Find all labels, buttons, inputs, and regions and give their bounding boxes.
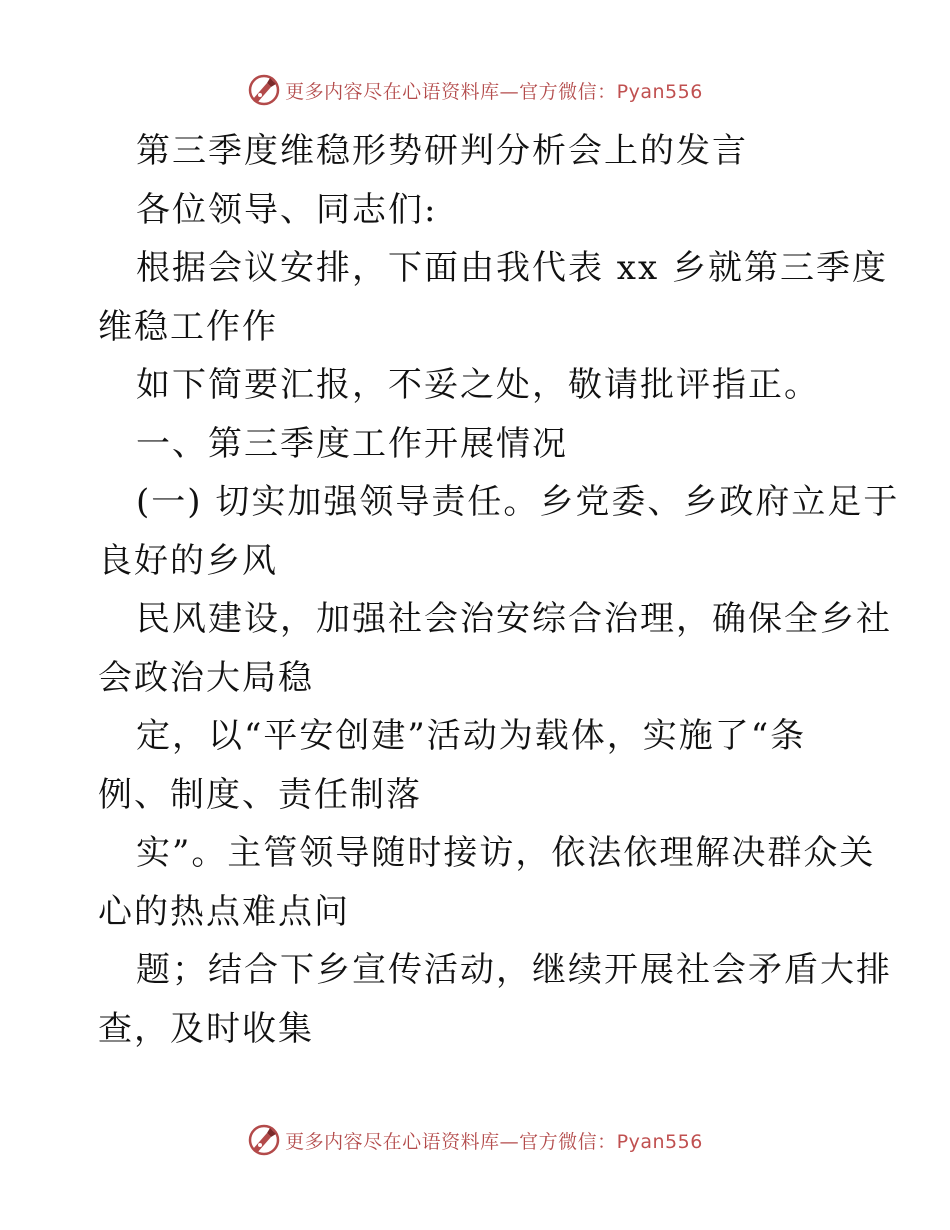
paragraph-line: (一) 切实加强领导责任。乡党委、乡政府立足于 xyxy=(136,482,900,522)
paragraph-line: 如下简要汇报，不妥之处，敬请批评指正。 xyxy=(136,365,820,405)
paragraph-line: 各位领导、同志们: xyxy=(136,189,438,230)
paragraph-line: 题；结合下乡宣传活动，继续开展社会矛盾大排 xyxy=(136,950,892,990)
pen-logo-icon xyxy=(247,1123,281,1157)
paragraph-line: 第三季度维稳形势研判分析会上的发言 xyxy=(136,131,748,171)
watermark-text: 更多内容尽在心语资料库—官方微信：Pyan556 xyxy=(285,1130,703,1153)
footer-watermark xyxy=(0,1120,950,1160)
paragraph-line: 民风建设，加强社会治安综合治理，确保全乡社 xyxy=(136,599,892,639)
paragraph-line: 心的热点难点问 xyxy=(98,891,350,932)
paragraph-line: 一、第三季度工作开展情况 xyxy=(136,423,568,464)
paragraph-line: 查，及时收集 xyxy=(98,1008,314,1049)
paragraph-line: 定，以“平安创建”活动为载体，实施了“条 xyxy=(136,716,807,756)
paragraph-line: 实”。主管领导随时接访，依法依理解决群众关 xyxy=(136,833,876,873)
pen-logo-icon xyxy=(247,73,281,107)
paragraph-line: 根据会议安排，下面由我代表 xx 乡就第三季度 xyxy=(136,248,888,288)
watermark-text: 更多内容尽在心语资料库—官方微信：Pyan556 xyxy=(285,80,703,103)
paragraph-line: 例、制度、责任制落 xyxy=(98,774,422,815)
paragraph-line: 会政治大局稳 xyxy=(98,657,314,698)
header-watermark xyxy=(0,70,950,110)
document-body xyxy=(98,122,900,1058)
paragraph-line: 良好的乡风 xyxy=(98,540,278,581)
paragraph-line: 维稳工作作 xyxy=(98,306,278,347)
